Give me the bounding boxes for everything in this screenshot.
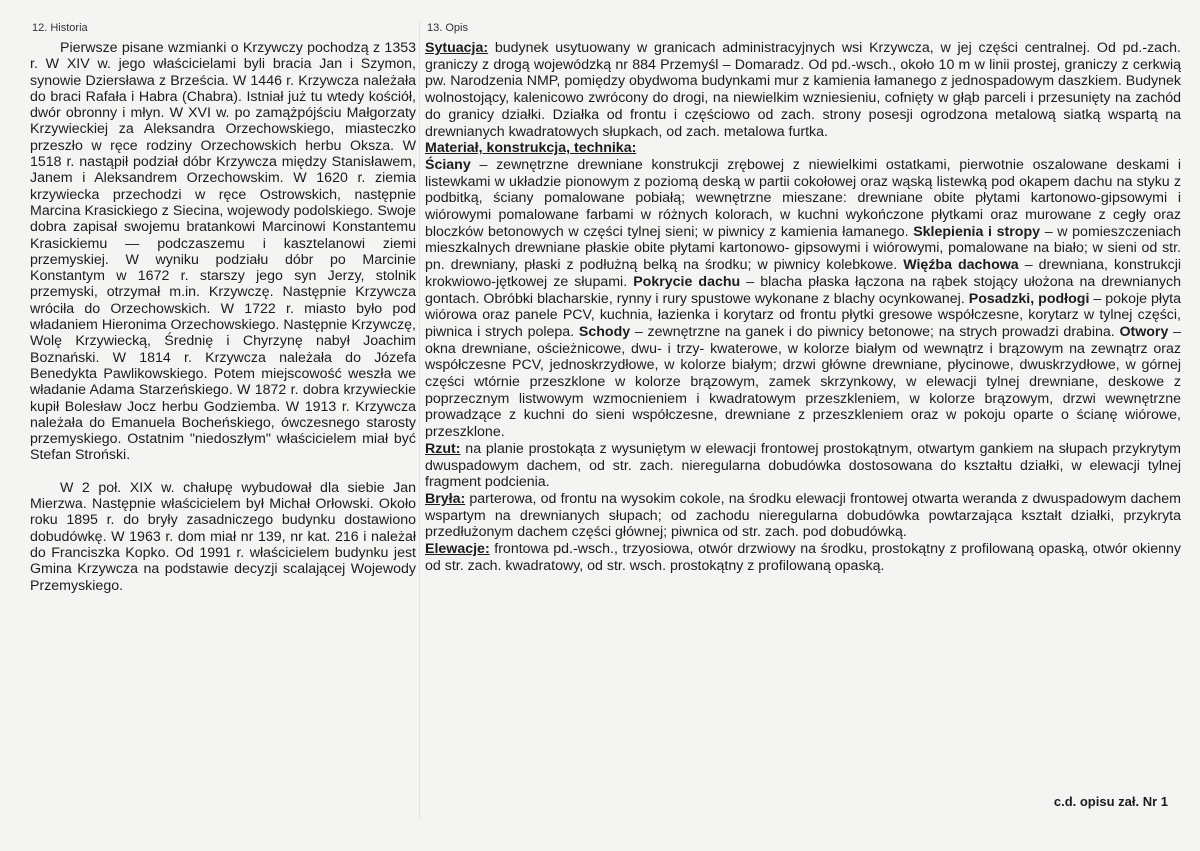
elevations-text: frontowa pd.-wsch., trzyosiowa, otwór drzwiowy na środku, prostokątny z profilowaną opaską, otwór okienny od str. zach. kwadratowy, od str. wsch. prostokątny z profilowaną opaską. [425, 541, 1181, 574]
ceilings-text: – w pomieszczeniach mieszkalnych drewniane płaskie obite płytami kartonowo- gipsowymi i wiórowymi, pomalowane na biało; w sieni od str. pn. drewniany, płaski z podłużną belką na środku; w piwnicy kolebkowe. [425, 223, 1181, 274]
material-heading: Materiał, konstrukcja, technika: [425, 140, 637, 157]
situation-paragraph [425, 40, 1181, 140]
situation-text: budynek usytuowany w granicach administracyjnych wsi Krzywcza, w jej części centralnej. Od pd.-zach. graniczy z drogą wojewódzką nr 884 Przemyśl – Domaradz. Od pd.-wsch., około 10 m w linii prostej, graniczy z cerkwią pw. Narodzenia NMP, pomiędzy obydwoma budynkami mur z kamienia łamanego z jednospadowym daszkiem. Budynek wolnostojący, kalenicowo zwrócony do drogi, na niewielkim wzniesieniu, cofnięty w głąb parceli i przesunięty na zachód do granicy działki. Działka od frontu i częściowo od zach. strony posesji ogrodzona metalową siatką wspartą na drewnianych kwadratowych słupkach, od zach. metalowa furtka. [425, 40, 1181, 140]
openings-text: – okna drewniane, ościeżnicowe, dwu- i trzy- kwaterowe, w kolorze białym od wewnątrz i brązowym na zewnątrz oraz współczesne PCV, jednoskrzydłowe, w kolorze białym; drzwi główne drewniane, płycinowe, dwuskrzydłowe, w górnej części wtórnie przeszklone w kolorze brązowym, zamek skrzynkowy, w elewacji tylnej drewniane, deskowe z poprzecznym listwowym wzmocnieniem i kwadratowym przeszkleniem, w kolorze brązowym, drzwi wewnętrzne prowadzące z kuchni do sieni współczesne, drewniane z przeszkleniem oraz w pokoju oparte o ścianę wiórowe, przeszklone. [425, 323, 1181, 441]
column-divider [419, 20, 420, 820]
construction-paragraph [425, 157, 1181, 441]
massing-paragraph [425, 491, 1181, 541]
plan-heading: Rzut: [425, 440, 461, 457]
roofing-text: – blacha płaska łączona na rąbek stojący ułożona na drewnianych gontach. Obróbki blacharskie, rynny i rury spustowe wykonane z blachy ocynkowanej. [425, 273, 1181, 307]
roofing-heading: Pokrycie dachu [633, 273, 741, 290]
history-section-label: 12. Historia [32, 22, 88, 34]
elevations-paragraph [425, 541, 1181, 574]
plan-paragraph [425, 441, 1181, 491]
elevations-heading: Elewacje: [425, 541, 490, 558]
openings-heading: Otwory [1119, 323, 1169, 340]
floors-text: – pokoje płyta wiórowa oraz panele PCV, kuchnia, łazienka i korytarz od frontu płytki gresowe współczesne, korytarz w tylnej części, piwnica i strych polepa. [425, 290, 1181, 340]
roof-truss-heading: Więźba dachowa [903, 257, 1019, 274]
continuation-note: c.d. opisu zał. Nr 1 [1053, 794, 1168, 809]
roof-truss-text: – drewniana, konstrukcji krokwiowo-jętkowej ze słupami. [425, 257, 1182, 290]
description-section-label: 13. Opis [427, 22, 468, 34]
massing-heading: Bryła: [425, 490, 466, 507]
stairs-text: – zewnętrzne na ganek i do piwnicy betonowe; na strych prowadzi drabina. [630, 323, 1120, 340]
history-column [30, 22, 416, 594]
ceilings-heading: Sklepienia i stropy [913, 223, 1041, 240]
history-paragraph-2: W 2 poł. XIX w. chałupę wybudował dla siebie Jan Mierzwa. Następnie właścicielem był Michał Orłowski. Około roku 1895 r. do bryły zasadniczego budynku dostawiono dobudówkę. W 1963 r. dom miał nr 139, nr kat. 216 i należał do Franciszka Kopko. Od 1991 r. właścicielem budynku jest Gmina Krzywcza na podstawie decyzji scalającej Wojewody Przemyskiego. [30, 479, 416, 594]
material-heading-line [425, 140, 1181, 157]
situation-heading: Sytuacja: [425, 40, 489, 56]
history-paragraph-1: Pierwsze pisane wzmianki o Krzywczy pochodzą z 1353 r. W XIV w. jego właścicielami byli bracia Jan i Szymon, synowie Dziersława z Brześcia. W 1446 r. Krzywcza należała do braci Rafała i Habra (Chabra). Istniał już tu wtedy kościół, dwór obronny i młyn. W XVI w. po zamążpójściu Małgorzaty Krzywieckiej za Aleksandra Orzechowskiego, miasteczko przeszło w ręce rodziny Orzechowskich herbu Oksza. W 1518 r. nastąpił podział dóbr Krzywcza między Stanisławem, Janem i Aleksandrem Orzechowskim. W 1620 r. ziemia krzywiecka przechodzi w ręce Ostrowskich, następnie Marcina Krasickiego z Siecina, wojewody podolskiego. Swoje dobra zapisał swojemu bratankowi Marcinowi Konstantemu Krasickiemu — podczaszemu i kasztelanowi ziemi przemyskiej. W wyniku podziału dóbr po Marcinie Konstantym w 1672 r. starszy jego syn Jerzy, stolnik przemyski, otrzymał m.in. Krzywczę. Następnie Krzywcza wróciła do Orzechowskich. W 1722 r. miasto było pod władaniem Hieronima Orzechowskiego. Następnie Krzywczę, Wolę Krzywiecką, Średnię i Chyrzynę nabył Joachim Boznański. W 1814 r. Krzywcza należała do Józefa Benedykta Pawlikowskiego. Potem miejscowość weszła we władanie Adama Starzeńskiego. W 1872 r. dobra krzywieckie kupił Bolesław Jocz herbu Godziemba. W 1913 r. Krzywcza należała do Emanuela Bocheńskiego, ówczesnego starosty przemyskiego. Ostatnim "niedoszłym" właścicielem miał być Stefan Stroński. [30, 40, 416, 464]
description-column [425, 22, 1181, 575]
floors-heading: Posadzki, podłogi [968, 290, 1090, 307]
massing-text: parterowa, od frontu na wysokim cokole, na środku elewacji frontowej otwarta weranda z dwuspadowym dachem wspartym na drewnianych słupach; od zachodu nieregularna dobudówka powtarzająca kształt działki, przykryta przedłużonym dachem części głównej; piwnica od str. zach. pod dobudówką. [425, 490, 1181, 541]
walls-text: – zewnętrzne drewniane konstrukcji zrębowej z niewielkimi ostatkami, pierwotnie oszalowane deskami i listewkami w układzie pionowym z poziomą deską w partii cokołowej oraz wąską listewką pod okapem dachu na styku z podbitką, ściany pomalowane pobiałą; wewnętrzne mieszane: drewniane obite płytami kartonowo-gipsowymi i wiórowymi pomalowane farbami w różnych kolorach, w kuchni wykończone płytkami oraz murowane z cegły oraz bloczków betonowych w części tylnej sieni; w piwnicy z kamienia łamanego. [425, 156, 1181, 240]
stairs-heading: Schody [578, 323, 631, 340]
plan-text: na planie prostokąta z wysuniętym w elewacji frontowej prostokątnym, otwartym gankiem na słupach przykrytym dwuspadowym dachem, od str. zach. nieregularna dobudówka dostosowana do kształtu działki, w elewacji tylnej fragment podcienia. [425, 440, 1181, 491]
walls-heading: Ściany [425, 156, 471, 173]
